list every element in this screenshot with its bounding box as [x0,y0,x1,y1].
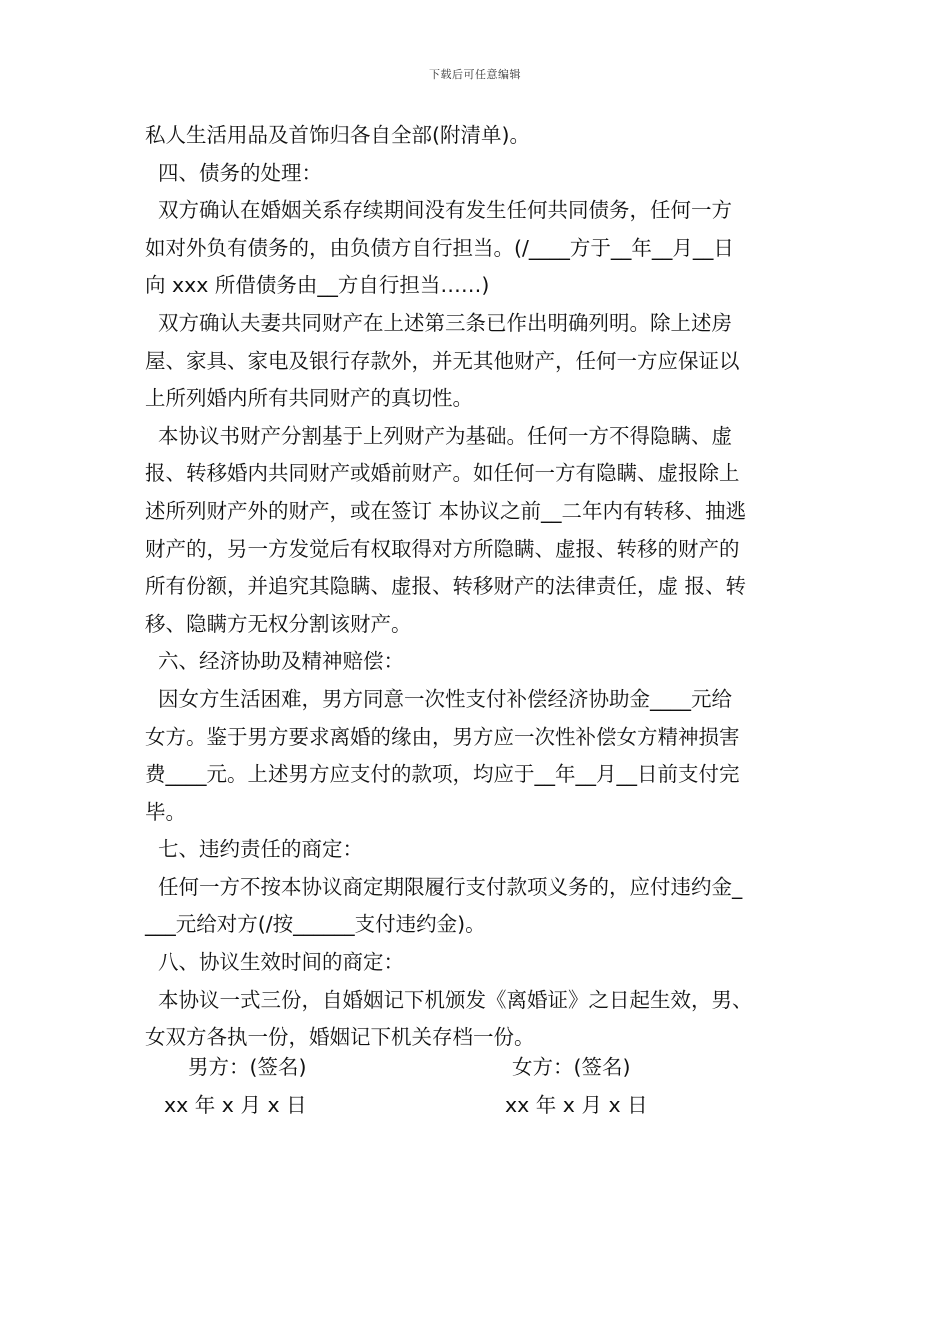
text-line: 费____元。上述男方应支付的款项，均应于__年__月__日前支付完 [145,762,740,787]
text-line: 因女方生活困难，男方同意一次性支付补偿经济协助金____元给 [145,686,733,711]
page-header: 下载后可任意编辑 [429,68,521,81]
text-line: 财产的，另一方发觉后有权取得对方所隐瞒、虚报、转移的财产的 [145,536,740,561]
section-heading-debts: 四、债务的处理： [145,160,323,185]
text-line: 女双方各执一份，婚姻记下机关存档一份。 [145,1025,535,1050]
section-heading-effective-date: 八、协议生效时间的商定： [145,950,405,975]
section-heading-compensation: 六、经济协助及精神赔偿： [145,649,405,674]
agreement-body [145,117,815,1057]
text-line: ___元给对方(/按______支付违约金)。 [145,912,486,937]
text-line: 向 xxx 所借债务由__方自行担当……) [145,273,490,298]
text-line: 女方。鉴于男方要求离婚的缘由，男方应一次性补偿女方精神损害 [145,724,740,749]
section-heading-breach: 七、违约责任的商定： [145,837,364,862]
text-line: 本协议一式三份，自婚姻记下机颁发《离婚证》之日起生效，男、 [145,987,753,1012]
text-line: 述所列财产外的财产，或在签订 本协议之前__二年内有转移、抽逃 [145,498,747,523]
text-line: 移、隐瞒方无权分割该财产。 [145,611,412,636]
female-signature-label: 女方：(签名) [512,1055,631,1079]
text-line: 报、转移婚内共同财产或婚前财产。如任何一方有隐瞒、虚报除上 [145,461,740,486]
text-line: 双方确认在婚姻关系存续期间没有发生任何共同债务，任何一方 [145,198,733,223]
date-row [0,1088,950,1118]
text-line: 屋、家具、家电及银行存款外，并无其他财产，任何一方应保证以 [145,348,740,373]
signature-row [0,1050,950,1080]
text-line: 任何一方不按本协议商定期限履行支付款项义务的，应付违约金_ [145,874,743,899]
text-line: 本协议书财产分割基于上列财产为基础。任何一方不得隐瞒、虚 [145,423,733,448]
female-signature-date: xx 年 x 月 x 日 [505,1093,648,1117]
male-signature-label: 男方：(签名) [188,1055,307,1079]
text-line: 上所列婚内所有共同财产的真切性。 [145,386,473,411]
text-line: 双方确认夫妻共同财产在上述第三条已作出明确列明。除上述房 [145,310,733,335]
male-signature-date: xx 年 x 月 x 日 [164,1093,307,1117]
text-line: 毕。 [145,799,186,824]
text-line: 所有份额，并追究其隐瞒、虚报、转移财产的法律责任，虚 报、转 [145,574,747,599]
text-line: 如对外负有债务的，由负债方自行担当。(/____方于__年__月__日 [145,235,734,260]
text-line: 私人生活用品及首饰归各自全部(附清单)。 [145,123,530,147]
